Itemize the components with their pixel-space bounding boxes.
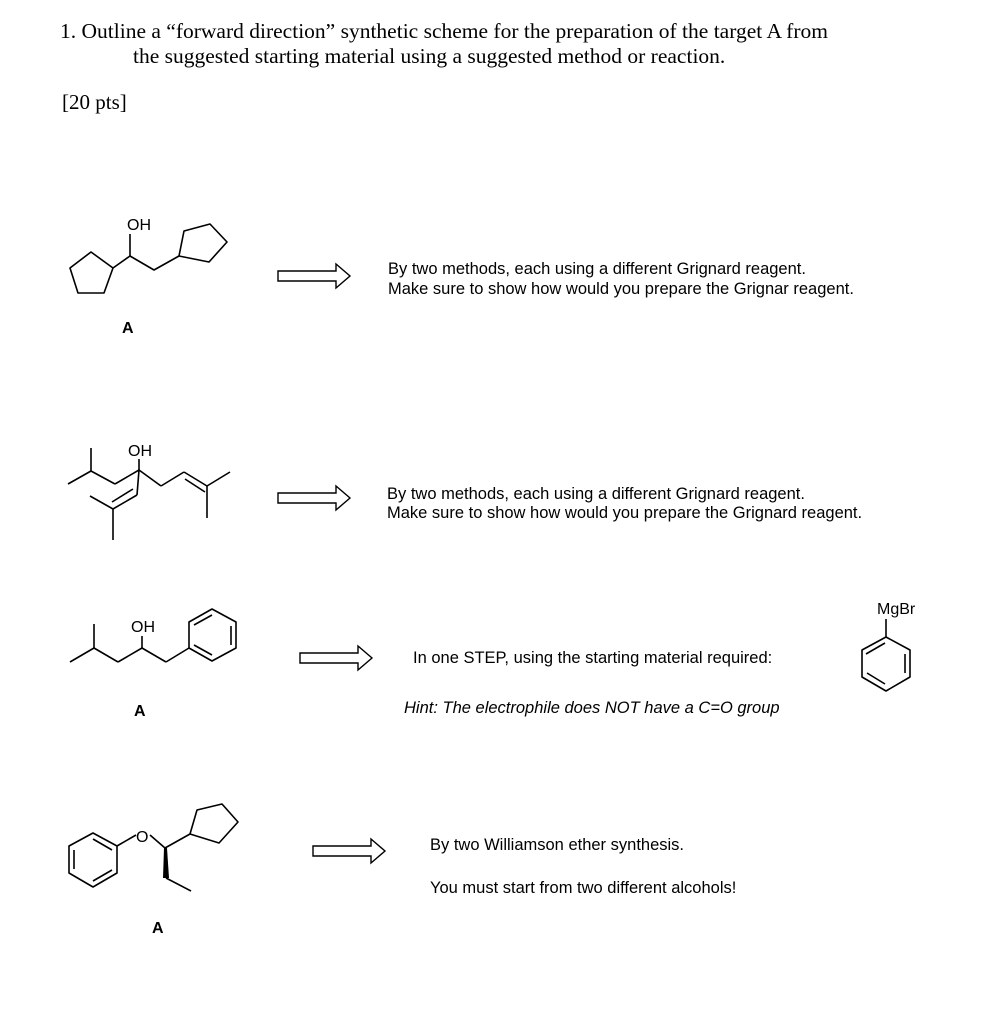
- p4-structure-label: A: [152, 920, 164, 937]
- p1-instruction-line-2: Make sure to show how would you prepare the Grignar reagent.: [388, 280, 854, 298]
- p4-benzene-ring: [69, 833, 117, 887]
- points-label: [20 pts]: [62, 90, 127, 114]
- p1-oh-label: OH: [127, 217, 151, 234]
- p4-wedge-bond: [163, 848, 169, 878]
- question-line-1: 1. Outline a “forward direction” synthetic scheme for the preparation of the target A from: [60, 19, 828, 43]
- p4-o-label: O: [136, 829, 149, 846]
- p3-instruction: In one STEP, using the starting material required:: [413, 649, 773, 667]
- p3-reagent-label: MgBr: [877, 601, 916, 618]
- p4-instruction-line-2: You must start from two different alcohols!: [430, 879, 737, 897]
- p4-retro-arrow: [313, 839, 385, 863]
- p3-structure-label: A: [134, 703, 146, 720]
- p1-structure-label: A: [122, 320, 134, 337]
- p3-hint: Hint: The electrophile does NOT have a C=O group: [404, 699, 780, 717]
- p1-instruction-line-1: By two methods, each using a different Grignard reagent.: [388, 260, 806, 278]
- p2-instruction-line-1: By two methods, each using a different Grignard reagent.: [387, 485, 805, 503]
- p2-oh-label: OH: [128, 443, 152, 460]
- p3-oh-label: OH: [131, 619, 155, 636]
- p2-instruction-line-2: Make sure to show how would you prepare the Grignard reagent.: [387, 504, 863, 522]
- p4-instruction-line-1: By two Williamson ether synthesis.: [430, 836, 685, 854]
- p4-cyclopentane: [190, 804, 238, 843]
- question-line-2: the suggested starting material using a suggested method or reaction.: [133, 44, 726, 68]
